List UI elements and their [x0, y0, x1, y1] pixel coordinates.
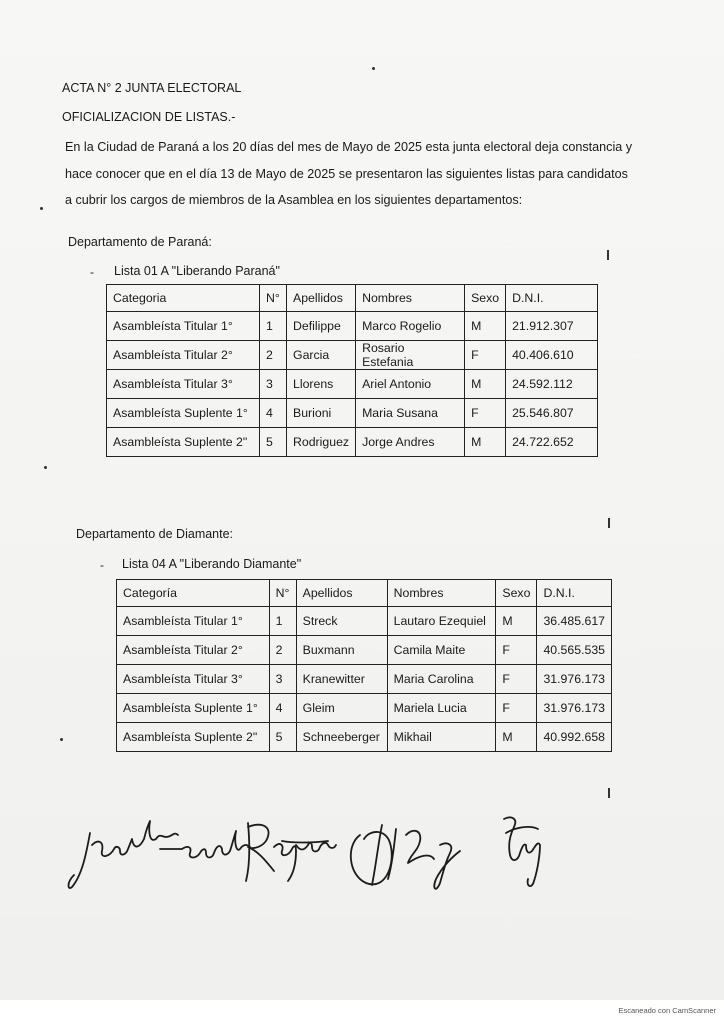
- candidates-table-diamante: [116, 579, 612, 752]
- cell-sexo: M: [496, 723, 537, 752]
- document-title: ACTA N° 2 JUNTA ELECTORAL: [62, 81, 242, 95]
- cell-apellidos: Burioni: [287, 399, 356, 428]
- cell-categoria: Asambleísta Suplente 2": [117, 723, 270, 752]
- signature-1: [69, 821, 251, 888]
- signature-3: [351, 825, 460, 889]
- cell-apellidos: Streck: [296, 607, 387, 636]
- cell-nombres: Mariela Lucia: [387, 694, 496, 723]
- cell-numero: 2: [269, 636, 296, 665]
- table-header-row: [107, 285, 598, 312]
- header-cell: Sexo: [496, 580, 537, 607]
- cell-dni: 40.565.535: [537, 636, 612, 665]
- table-row: [107, 312, 598, 341]
- bullet-dash: -: [90, 265, 94, 279]
- cell-nombres: Maria Susana: [356, 399, 465, 428]
- cell-categoria: Asambleísta Titular 3°: [107, 370, 260, 399]
- paragraph-line-2: hace conocer que en el día 13 de Mayo de 2025 se presentaron las siguientes listas para candidatos: [65, 167, 628, 181]
- cell-nombres: Rosario Estefania: [356, 341, 465, 370]
- list-title-parana: Lista 01 A "Liberando Paraná": [114, 264, 280, 278]
- cell-dni: 40.406.610: [506, 341, 598, 370]
- header-cell: N°: [269, 580, 296, 607]
- signature-4: [504, 817, 540, 886]
- bullet-dash: -: [100, 558, 104, 572]
- cell-dni: 24.722.652: [506, 428, 598, 457]
- cell-sexo: F: [465, 399, 506, 428]
- cell-apellidos: Llorens: [287, 370, 356, 399]
- header-cell: D.N.I.: [506, 285, 598, 312]
- cell-dni: 25.546.807: [506, 399, 598, 428]
- cell-dni: 36.485.617: [537, 607, 612, 636]
- signature-2: [246, 823, 336, 881]
- header-cell: Categoria: [107, 285, 260, 312]
- table-row: [117, 723, 612, 752]
- cell-apellidos: Defilippe: [287, 312, 356, 341]
- table-row: [107, 428, 598, 457]
- cell-dni: 31.976.173: [537, 694, 612, 723]
- cell-numero: 4: [269, 694, 296, 723]
- cell-dni: 24.592.112: [506, 370, 598, 399]
- cell-categoria: Asambleísta Suplente 2": [107, 428, 260, 457]
- scan-speck: [60, 738, 63, 741]
- cell-dni: 40.992.658: [537, 723, 612, 752]
- header-cell: Nombres: [356, 285, 465, 312]
- cell-categoria: Asambleísta Titular 1°: [107, 312, 260, 341]
- table-row: [117, 665, 612, 694]
- cell-numero: 2: [260, 341, 287, 370]
- table-row: [117, 607, 612, 636]
- department-heading-diamante: Departamento de Diamante:: [76, 527, 234, 541]
- cell-nombres: Lautaro Ezequiel: [387, 607, 496, 636]
- cell-nombres: Jorge Andres: [356, 428, 465, 457]
- camscanner-watermark: Escaneado con CamScanner: [618, 1006, 716, 1015]
- cell-apellidos: Garcia: [287, 341, 356, 370]
- scan-speck: [44, 466, 47, 469]
- table-header-row: [117, 580, 612, 607]
- scan-tick: [608, 788, 610, 798]
- header-cell: N°: [260, 285, 287, 312]
- cell-sexo: F: [465, 341, 506, 370]
- cell-apellidos: Buxmann: [296, 636, 387, 665]
- scan-speck: [40, 207, 43, 210]
- cell-sexo: M: [465, 428, 506, 457]
- list-title-diamante: Lista 04 A "Liberando Diamante": [122, 557, 302, 571]
- paragraph-line-1: En la Ciudad de Paraná a los 20 días del mes de Mayo de 2025 esta junta electoral deja constancia y: [65, 140, 633, 154]
- cell-sexo: F: [496, 665, 537, 694]
- cell-apellidos: Gleim: [296, 694, 387, 723]
- cell-numero: 3: [269, 665, 296, 694]
- cell-categoria: Asambleísta Titular 3°: [117, 665, 270, 694]
- document-subtitle: OFICIALIZACION DE LISTAS.-: [62, 110, 236, 124]
- department-heading-parana: Departamento de Paraná:: [68, 235, 212, 249]
- cell-numero: 4: [260, 399, 287, 428]
- cell-numero: 1: [269, 607, 296, 636]
- scan-speck: [372, 67, 375, 70]
- header-cell: D.N.I.: [537, 580, 612, 607]
- header-cell: Apellidos: [287, 285, 356, 312]
- cell-dni: 31.976.173: [537, 665, 612, 694]
- header-cell: Apellidos: [296, 580, 387, 607]
- scan-footer: [0, 1000, 724, 1024]
- table-row: [107, 370, 598, 399]
- paragraph-line-3: a cubrir los cargos de miembros de la Asamblea en los siguientes departamentos:: [65, 193, 523, 207]
- cell-nombres: Marco Rogelio: [356, 312, 465, 341]
- cell-categoria: Asambleísta Titular 2°: [107, 341, 260, 370]
- cell-apellidos: Schneeberger: [296, 723, 387, 752]
- cell-numero: 5: [260, 428, 287, 457]
- cell-apellidos: Kranewitter: [296, 665, 387, 694]
- cell-sexo: F: [496, 694, 537, 723]
- table-row: [107, 341, 598, 370]
- cell-sexo: F: [496, 636, 537, 665]
- cell-categoria: Asambleísta Titular 1°: [117, 607, 270, 636]
- cell-sexo: M: [465, 312, 506, 341]
- cell-categoria: Asambleísta Suplente 1°: [117, 694, 270, 723]
- cell-nombres: Maria Carolina: [387, 665, 496, 694]
- signatures: [60, 805, 580, 905]
- cell-apellidos: Rodriguez: [287, 428, 356, 457]
- scan-tick: [608, 518, 610, 528]
- cell-dni: 21.912.307: [506, 312, 598, 341]
- cell-nombres: Mikhail: [387, 723, 496, 752]
- scan-tick: [607, 250, 609, 260]
- cell-categoria: Asambleísta Titular 2°: [117, 636, 270, 665]
- cell-nombres: Camila Maite: [387, 636, 496, 665]
- cell-sexo: M: [465, 370, 506, 399]
- header-cell: Nombres: [387, 580, 496, 607]
- cell-numero: 3: [260, 370, 287, 399]
- cell-categoria: Asambleísta Suplente 1°: [107, 399, 260, 428]
- header-cell: Sexo: [465, 285, 506, 312]
- cell-nombres: Ariel Antonio: [356, 370, 465, 399]
- cell-numero: 1: [260, 312, 287, 341]
- header-cell: Categoría: [117, 580, 270, 607]
- table-row: [117, 636, 612, 665]
- table-row: [117, 694, 612, 723]
- candidates-table-parana: [106, 284, 598, 457]
- table-row: [107, 399, 598, 428]
- cell-numero: 5: [269, 723, 296, 752]
- cell-sexo: M: [496, 607, 537, 636]
